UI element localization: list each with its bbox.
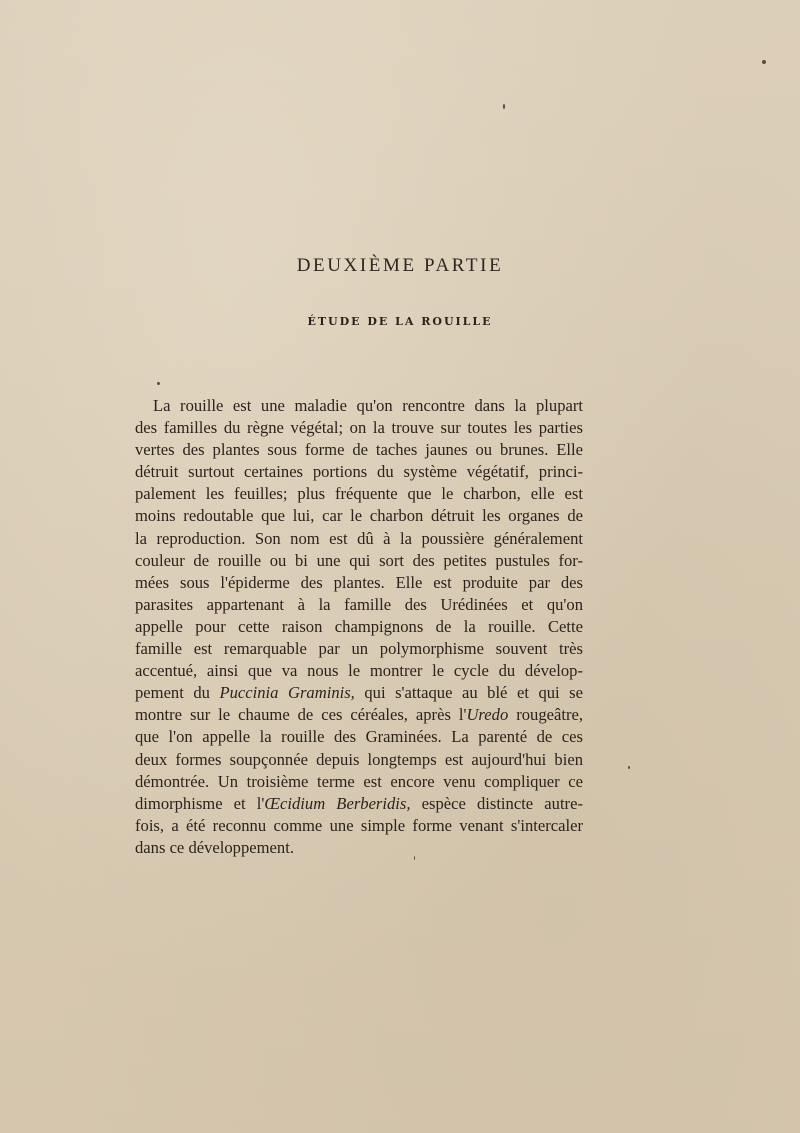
paragraph-line: couleur de rouille ou bi une qui sort des petites pustules for-	[135, 550, 583, 570]
paragraph-line: la reproduction. Son nom est dû à la poussière généralement	[135, 528, 583, 548]
body-paragraph	[135, 395, 583, 859]
ink-speck	[157, 382, 160, 385]
paragraph-line: dimorphisme et l'Œcidium Berberidis, espèce distincte autre-	[135, 793, 583, 813]
paragraph-line: fois, a été reconnu comme une simple forme venant s'intercaler	[135, 815, 583, 835]
paragraph-line: dans ce développement.	[135, 837, 294, 857]
paragraph-line: moins redoutable que lui, car le charbon détruit les organes de	[135, 506, 583, 526]
part-title: DEUXIÈME PARTIE	[296, 255, 504, 276]
paragraph-line: mées sous l'épiderme des plantes. Elle est produite par des	[135, 572, 583, 592]
ink-speck	[762, 60, 766, 64]
paragraph-line: détruit surtout certaines portions du système végétatif, princi-	[135, 462, 583, 482]
paragraph-line: montre sur le chaume de ces céréales, après l'Uredo rougeâtre,	[135, 705, 583, 725]
paragraph-line: palement les feuilles; plus fréquente que le charbon, elle est	[135, 484, 583, 504]
paragraph-line: des familles du règne végétal; on la trouve sur toutes les parties	[135, 418, 583, 438]
paragraph-line: pement du Puccinia Graminis, qui s'attaque au blé et qui se	[135, 683, 583, 703]
paragraph-line: La rouille est une maladie qu'on rencontre dans la plupart	[153, 396, 583, 415]
ink-speck	[414, 856, 415, 860]
paragraph-line: parasites appartenant à la famille des Urédinées et qu'on	[135, 594, 583, 614]
ink-speck	[503, 104, 505, 109]
ink-speck	[628, 766, 630, 769]
paragraph-line: appelle pour cette raison champignons de la rouille. Cette	[135, 616, 583, 636]
paragraph-line: démontrée. Un troisième terme est encore venu compliquer ce	[135, 771, 583, 791]
paragraph-line: famille est remarquable par un polymorphisme souvent très	[135, 639, 583, 659]
paragraph-line: vertes des plantes sous forme de taches jaunes ou brunes. Elle	[135, 440, 583, 460]
paragraph-line: accentué, ainsi que va nous le montrer le cycle du dévelop-	[135, 661, 583, 681]
paragraph-line: deux formes soupçonnée depuis longtemps est aujourd'hui bien	[135, 749, 583, 769]
paragraph-line: que l'on appelle la rouille des Graminées. La parenté de ces	[135, 727, 583, 747]
section-subtitle: ÉTUDE DE LA ROUILLE	[307, 315, 493, 328]
